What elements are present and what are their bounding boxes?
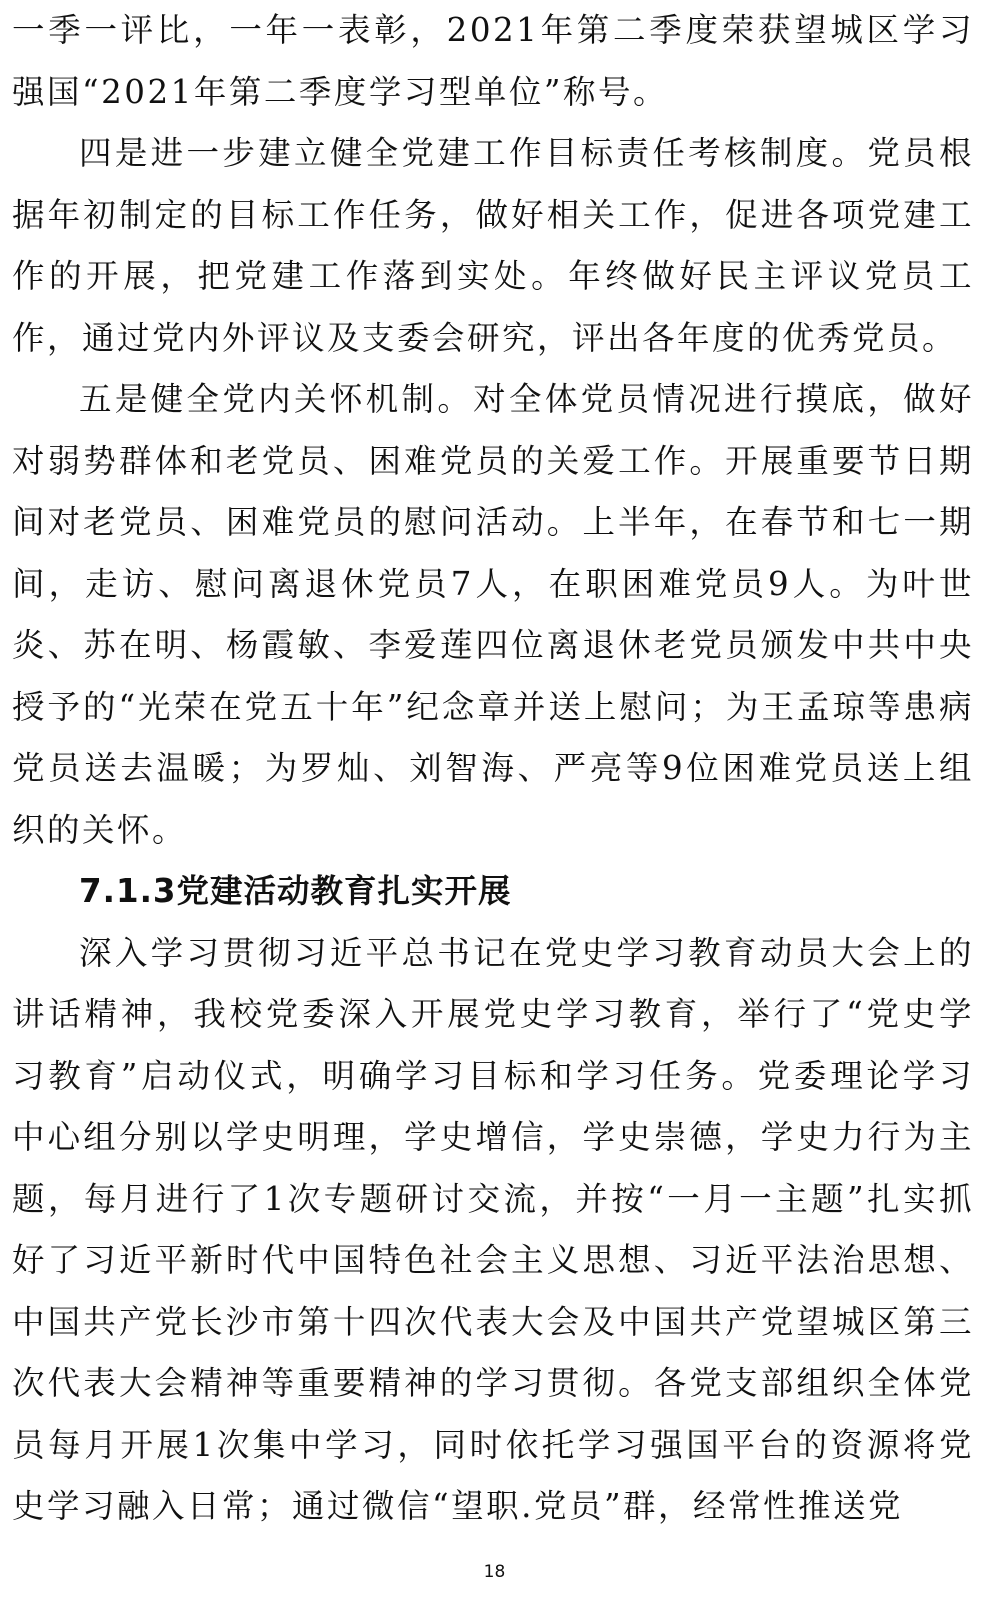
paragraph-continuation: 一季一评比，一年一表彰，2021年第二季度荣获望城区学习强国“2021年第二季度学习型单位”称号。 bbox=[12, 11, 974, 111]
document-body bbox=[12, 0, 974, 1538]
paragraph-party-history: 深入学习贯彻习近平总书记在党史学习教育动员大会上的讲话精神，我校党委深入开展党史学习教育，举行了“党史学习教育”启动仪式，明确学习目标和学习任务。党委理论学习中心组分别以学史明理，学史增信，学史崇德，学史力行为主题，每月进行了1次专题研讨交流，并按“一月一主题”扎实抓好了习近平新时代中国特色社会主义思想、习近平法治思想、中国共产党长沙市第十四次代表大会及中国共产党望城区第三次代表大会精神等重要精神的学习贯彻。各党支部组织全体党员每月开展1次集中学习，同时依托学习强国平台的资源将党史学习融入日常；通过微信“望职.党员”群，经常性推送党 bbox=[12, 933, 974, 1525]
page-number: 18 bbox=[483, 1562, 506, 1582]
paragraph-four: 四是进一步建立健全党建工作目标责任考核制度。党员根据年初制定的目标工作任务，做好相关工作，促进各项党建工作的开展，把党建工作落到实处。年终做好民主评议党员工作，通过党内外评议及支委会研究，评出各年度的优秀党员。 bbox=[12, 134, 974, 357]
section-heading: 7.1.3党建活动教育扎实开展 bbox=[79, 872, 512, 910]
paragraph-five: 五是健全党内关怀机制。对全体党员情况进行摸底，做好对弱势群体和老党员、困难党员的关爱工作。开展重要节日期间对老党员、困难党员的慰问活动。上半年，在春节和七一期间，走访、慰问离退休党员7人，在职困难党员9人。为叶世炎、苏在明、杨霞敏、李爱莲四位离退休老党员颁发中共中央授予的“光荣在党五十年”纪念章并送上慰问；为王孟琼等患病党员送去温暖；为罗灿、刘智海、严亮等9位困难党员送上组织的关怀。 bbox=[12, 380, 974, 849]
